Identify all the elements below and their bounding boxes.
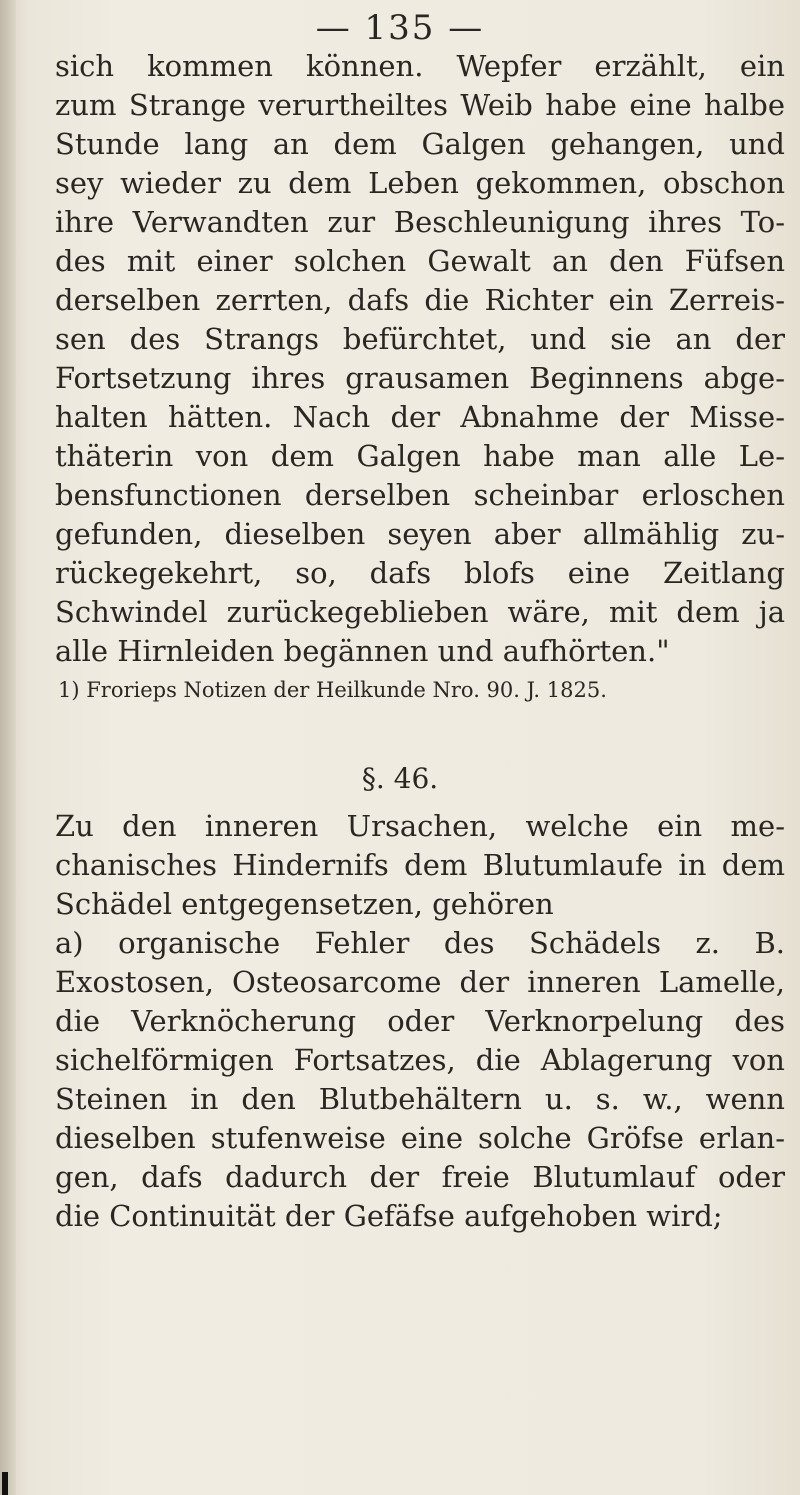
text-line: Fortsetzung ihres grausamen Beginnens abge- (55, 361, 785, 395)
text-line: Stunde lang an dem Galgen gehangen, und (55, 127, 785, 161)
text-line: dieselben stufenweise eine solche Gröfse erlan- (55, 1121, 785, 1155)
text-line: Schwindel zurückegeblieben wäre, mit dem ja (55, 595, 785, 629)
text-line: Exostosen, Osteosarcome der inneren Lamelle, (55, 965, 785, 999)
scan-edge-mark (2, 1472, 8, 1495)
page-number: — 135 — (315, 8, 485, 48)
text-line: sey wieder zu dem Leben gekommen, obschon (55, 166, 785, 200)
text-line: ihre Verwandten zur Beschleunigung ihres To- (55, 205, 785, 239)
text-line: Steinen in den Blutbehältern u. s. w., wenn (55, 1082, 785, 1116)
text-line: chanisches Hindernifs dem Blutumlaufe in dem (55, 848, 785, 882)
text-line: sichelförmigen Fortsatzes, die Ablagerung von (55, 1043, 785, 1077)
text-line: gen, dafs dadurch der freie Blutumlauf oder (55, 1160, 785, 1194)
text-line: a) organische Fehler des Schädels z. B. (55, 926, 785, 960)
text-line: die Continuität der Gefäfse aufgehoben wird; (55, 1199, 723, 1233)
section-heading: §. 46. (361, 762, 439, 795)
text-line: des mit einer solchen Gewalt an den Füfsen (55, 244, 785, 278)
text-line: alle Hirnleiden begännen und aufhörten." (55, 634, 670, 668)
text-line: bensfunctionen derselben scheinbar erloschen (55, 478, 785, 512)
footnote: 1) Frorieps Notizen der Heilkunde Nro. 90. J. 1825. (58, 678, 607, 702)
text-line: Schädel entgegensetzen, gehören (55, 887, 554, 921)
text-line: die Verknöcherung oder Verknorpelung des (55, 1004, 785, 1038)
text-line: derselben zerrten, dafs die Richter ein Zerreis- (55, 283, 785, 317)
text-line: rückegekehrt, so, dafs blofs eine Zeitlang (55, 556, 785, 590)
text-line: gefunden, dieselben seyen aber allmählig zu- (55, 517, 785, 551)
text-line: sich kommen können. Wepfer erzählt, ein (55, 49, 785, 83)
text-line: halten hätten. Nach der Abnahme der Misse- (55, 400, 785, 434)
text-line: sen des Strangs befürchtet, und sie an der (55, 322, 785, 356)
text-line: zum Strange verurtheiltes Weib habe eine halbe (55, 88, 785, 122)
page-gutter (0, 0, 16, 1495)
text-line: Zu den inneren Ursachen, welche ein me- (55, 809, 785, 843)
text-line: thäterin von dem Galgen habe man alle Le- (55, 439, 785, 473)
